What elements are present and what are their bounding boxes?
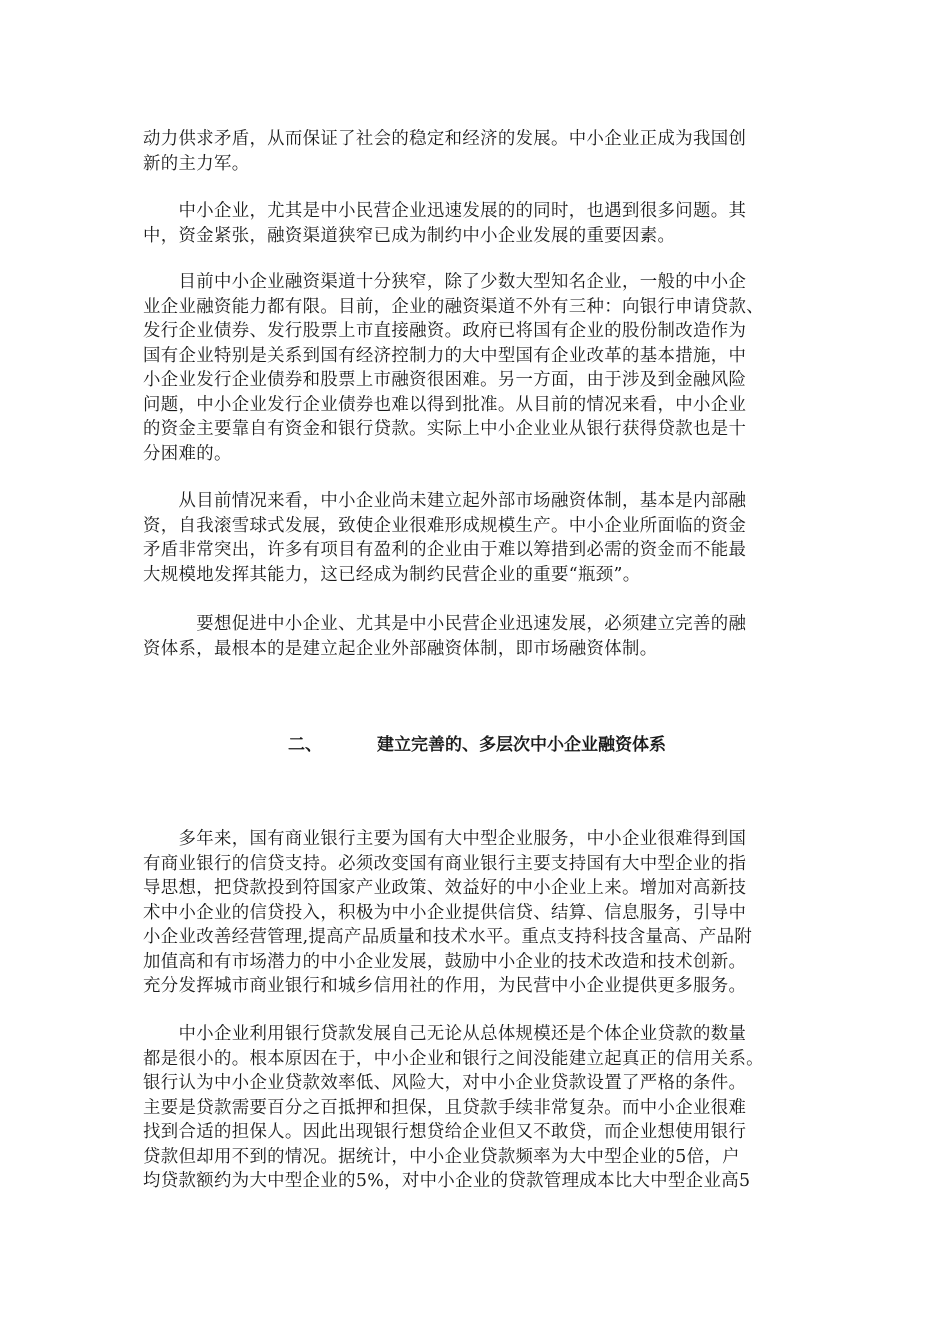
paragraph-3	[143, 270, 808, 466]
text-line: 充分发挥城市商业银行和城乡信用社的作用，为民营中小企业提供更多服务。	[143, 976, 747, 996]
text-line: 找到合适的担保人。因此出现银行想贷给企业但又不敢贷，而企业想使用银行	[143, 1122, 747, 1142]
text-line: 新的主力军。	[143, 153, 250, 174]
text-line: 中，资金紧张，融资渠道狭窄已成为制约中小企业发展的重要因素。	[143, 225, 676, 246]
text-line: 主要是贷款需要百分之百抵押和担保，且贷款手续非常复杂。而中小企业很难	[143, 1097, 747, 1118]
text-line: 国有企业特别是关系到国有经济控制力的大中型国有企业改革的基本措施，中	[143, 345, 747, 366]
text-line: 小企业发行企业债券和股票上市融资很困难。另一方面，由于涉及到金融风险	[143, 370, 747, 390]
text-line: 术中小企业的信贷投入，积极为中小企业提供信贷、结算、信息服务，引导中	[143, 902, 747, 923]
text-line: 有商业银行的信贷支持。必须改变国有商业银行主要支持国有大中型企业的指	[143, 853, 747, 874]
text-line: 大规模地发挥其能力，这已经成为制约民营企业的重要“瓶颈”。	[143, 564, 641, 585]
paragraph-2	[143, 199, 808, 248]
paragraph-6	[143, 827, 808, 999]
text-line: 资体系，最根本的是建立起企业外部融资体制，即市场融资体制。	[143, 638, 658, 659]
paragraph-5	[143, 612, 808, 661]
text-line: 中小企业，尤其是中小民营企业迅速发展的的同时，也遇到很多问题。其	[143, 201, 747, 221]
text-line: 要想促进中小企业、尤其是中小民营企业迅速发展，必须建立完善的融	[143, 614, 747, 634]
text-line: 银行认为中小企业贷款效率低、风险大，对中小企业贷款设置了严格的条件。	[143, 1073, 747, 1093]
text-line: 分困难的。	[143, 443, 232, 464]
text-line: 业企业融资能力都有限。目前，企业的融资渠道不外有三种：向银行申请贷款、	[143, 296, 764, 317]
text-line: 导思想，把贷款投到符国家产业政策、效益好的中小企业上来。增加对高新技	[143, 878, 747, 898]
text-line: 动力供求矛盾，从而保证了社会的稳定和经济的发展。中小企业正成为我国创	[143, 129, 747, 149]
text-line: 资，自我滚雪球式发展，致使企业很难形成规模生产。中小企业所面临的资金	[143, 515, 747, 536]
text-line: 目前中小企业融资渠道十分狭窄，除了少数大型知名企业，一般的中小企	[143, 272, 747, 292]
paragraph-1	[143, 127, 808, 176]
text-line: 都是很小的。根本原因在于，中小企业和银行之间没能建立起真正的信用关系。	[143, 1048, 764, 1069]
text-line: 多年来，国有商业银行主要为国有大中型企业服务，中小企业很难得到国	[143, 829, 747, 849]
section-number: 二、	[288, 735, 322, 755]
paragraph-7	[143, 1022, 808, 1194]
text-line: 的资金主要靠自有资金和银行贷款。实际上中小企业业从银行获得贷款也是十	[143, 419, 747, 439]
text-line: 问题，中小企业发行企业债券也难以得到批准。从目前的情况来看，中小企业	[143, 394, 747, 415]
paragraph-4	[143, 489, 808, 587]
text-line: 小企业改善经营管理,提高产品质量和技术水平。重点支持科技含量高、产品附	[143, 927, 753, 947]
text-line: 加值高和有市场潜力的中小企业发展，鼓励中小企业的技术改造和技术创新。	[143, 951, 747, 972]
text-line: 均贷款额约为大中型企业的5%，对中小企业的贷款管理成本比大中型企业高5	[143, 1171, 751, 1191]
text-line: 从目前情况来看，中小企业尚未建立起外部市场融资体制，基本是内部融	[143, 491, 747, 511]
text-line: 发行企业债券、发行股票上市直接融资。政府已将国有企业的股份制改造作为	[143, 321, 747, 341]
text-line: 中小企业利用银行贷款发展自己无论从总体规模还是个体企业贷款的数量	[143, 1024, 747, 1044]
text-line: 矛盾非常突出，许多有项目有盈利的企业由于难以筹措到必需的资金而不能最	[143, 540, 747, 560]
text-line: 贷款但却用不到的情况。据统计，中小企业贷款频率为大中型企业的5倍，户	[143, 1146, 740, 1167]
section-title: 建立完善的、多层次中小企业融资体系	[377, 735, 666, 755]
